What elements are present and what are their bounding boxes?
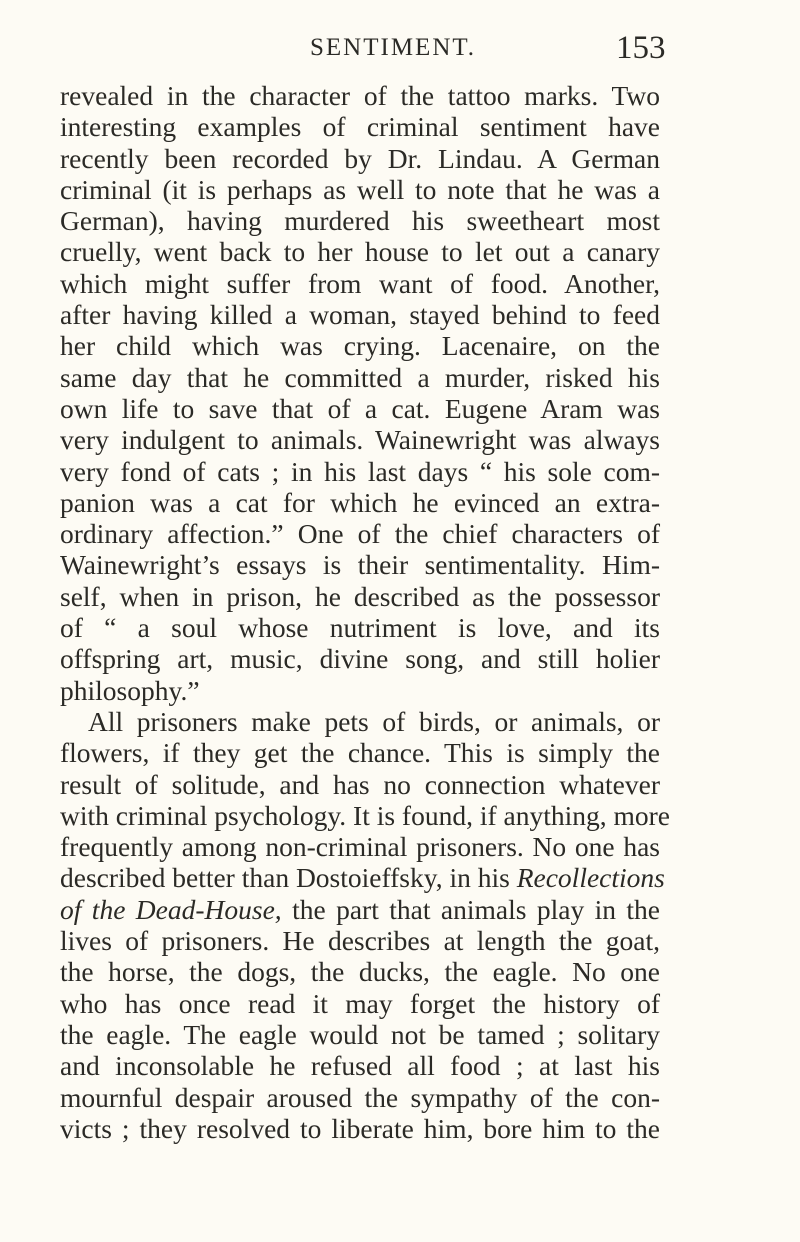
text-line: recently been recorded by Dr. Lindau. A German <box>60 142 660 174</box>
text-line: revealed in the character of the tattoo marks. Two <box>60 80 660 111</box>
text-line: lives of prisoners. He describes at length the goat, <box>60 925 660 957</box>
text-line: interesting examples of criminal sentiment have <box>60 111 660 143</box>
body-text <box>60 80 670 1144</box>
text-line: Wainewright’s essays is their sentimentality. Him- <box>60 549 660 581</box>
text-line: the horse, the dogs, the ducks, the eagle. No one <box>60 956 660 988</box>
text-line: the eagle. The eagle would not be tamed ; solitary <box>60 1018 660 1050</box>
page-number: 153 <box>616 30 666 66</box>
text-line: same day that he committed a murder, risked his <box>60 361 660 393</box>
text-line: ordinary affection.” One of the chief characters of <box>60 518 660 550</box>
text-line: cruelly, went back to her house to let out a canary <box>60 236 660 268</box>
text-line-with-title <box>60 894 660 925</box>
text-line: victs ; they resolved to liberate him, bore him to the <box>60 1112 660 1144</box>
text-line: with criminal psychology. It is found, if anything, more <box>60 799 670 831</box>
text-line: and inconsolable he refused all food ; at last his <box>60 1050 660 1082</box>
text-line: who has once read it may forget the history of <box>60 987 660 1019</box>
text-segment: the part that animals play in the <box>292 893 660 925</box>
book-title-italic: of the Dead-House, <box>60 893 282 925</box>
running-head <box>60 30 666 70</box>
text-line: result of solitude, and has no connection whatever <box>60 768 660 800</box>
text-line-last: philosophy.” <box>60 674 200 706</box>
text-line: which might suffer from want of food. Another, <box>60 267 660 299</box>
text-line: self, when in prison, he described as the possessor <box>60 580 660 612</box>
book-title-italic: Recollections <box>516 862 665 894</box>
text-line: mournful despair aroused the sympathy of the con- <box>60 1081 660 1113</box>
text-segment: described better than Dostoieffsky, in his <box>60 862 510 894</box>
text-line-paragraph-start: All prisoners make pets of birds, or animals, or <box>88 705 660 737</box>
text-line: of “ a soul whose nutriment is love, and its <box>60 612 660 644</box>
text-line: very indulgent to animals. Wainewright was always <box>60 424 660 456</box>
text-line: frequently among non-criminal prisoners. No one has <box>60 831 660 863</box>
text-line: criminal (it is perhaps as well to note that he was a <box>60 173 660 205</box>
text-line: after having killed a woman, stayed behind to feed <box>60 299 660 331</box>
text-line-with-title <box>60 862 665 894</box>
text-line: her child which was crying. Lacenaire, on the <box>60 330 660 362</box>
text-line: own life to save that of a cat. Eugene Aram was <box>60 392 660 424</box>
text-line: offspring art, music, divine song, and still holier <box>60 643 660 675</box>
text-line: panion was a cat for which he evinced an extra- <box>60 486 660 518</box>
text-line: very fond of cats ; in his last days “ his sole com- <box>60 455 660 487</box>
text-line: German), having murdered his sweetheart most <box>60 205 660 237</box>
running-title: SENTIMENT. <box>310 34 477 61</box>
text-line: flowers, if they get the chance. This is simply the <box>60 737 660 769</box>
